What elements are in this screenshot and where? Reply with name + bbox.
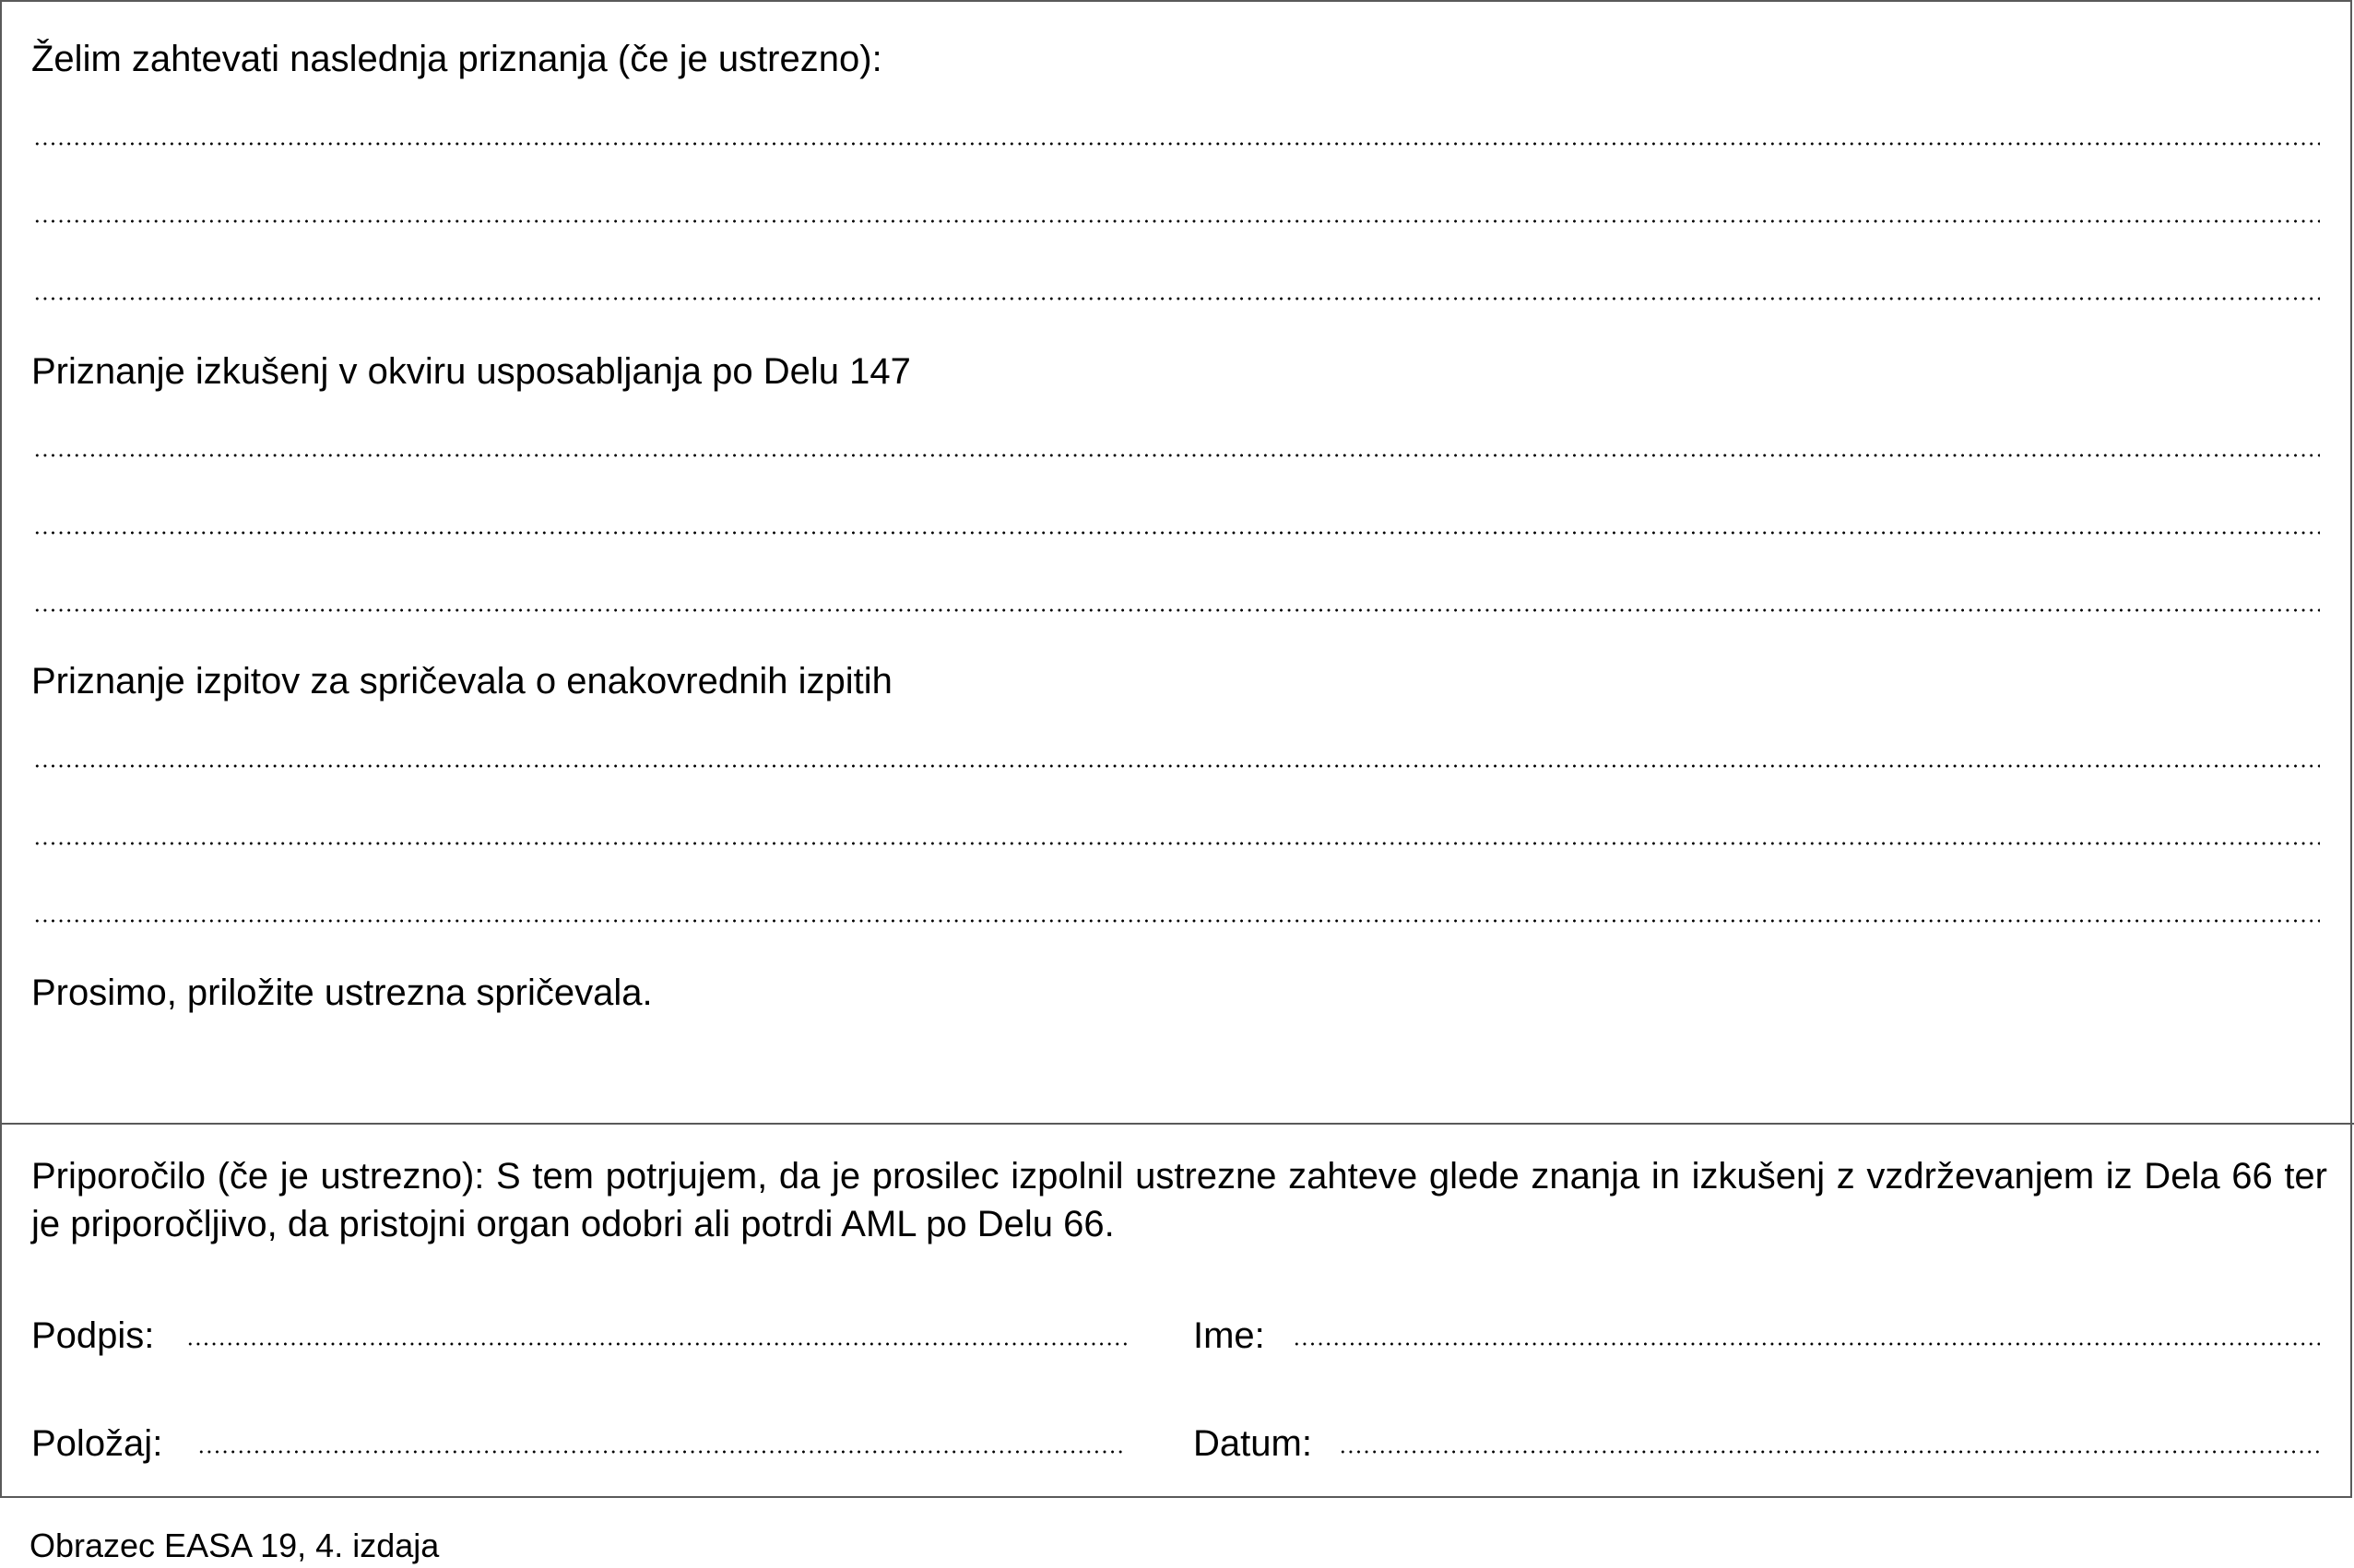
claims-entry-line-3[interactable] xyxy=(33,297,2320,301)
form-identifier: Obrazec EASA 19, 4. izdaja xyxy=(30,1527,440,1564)
position-field[interactable] xyxy=(197,1450,1127,1454)
exams-entry-line-3[interactable] xyxy=(33,919,2320,923)
experience-entry-line-3[interactable] xyxy=(33,608,2320,612)
signature-label: Podpis: xyxy=(31,1315,155,1356)
position-label: Položaj: xyxy=(31,1423,163,1464)
signature-field[interactable] xyxy=(186,1342,1127,1346)
experience-entry-line-2[interactable] xyxy=(33,531,2320,535)
claims-entry-line-2[interactable] xyxy=(33,219,2320,223)
exams-entry-line-1[interactable] xyxy=(33,764,2320,768)
name-field[interactable] xyxy=(1293,1342,2320,1346)
date-label: Datum: xyxy=(1193,1423,1312,1464)
name-label: Ime: xyxy=(1193,1315,1265,1356)
experience-entry-line-1[interactable] xyxy=(33,454,2320,457)
recommendation-text: Priporočilo (če je ustrezno): S tem potrjujem, da je prosilec izpolnil ustrezne zahteve glede znanja in izkušenj z vzdrževanjem iz Dela 66 ter je priporočljivo, da pristojni organ odobri ali potrdi AML po Delu 66. xyxy=(31,1156,2327,1244)
exams-entry-line-2[interactable] xyxy=(33,842,2320,845)
experience-heading: Priznanje izkušenj v okviru usposabljanja po Delu 147 xyxy=(31,351,911,392)
section-divider xyxy=(2,1123,2354,1125)
exams-heading: Priznanje izpitov za spričevala o enakovrednih izpitih xyxy=(31,661,893,701)
claims-heading: Želim zahtevati naslednja priznanja (če je ustrezno): xyxy=(31,39,882,79)
attach-certificates-note: Prosimo, priložite ustrezna spričevala. xyxy=(31,973,653,1013)
claims-entry-line-1[interactable] xyxy=(33,142,2320,146)
date-field[interactable] xyxy=(1339,1450,2320,1454)
